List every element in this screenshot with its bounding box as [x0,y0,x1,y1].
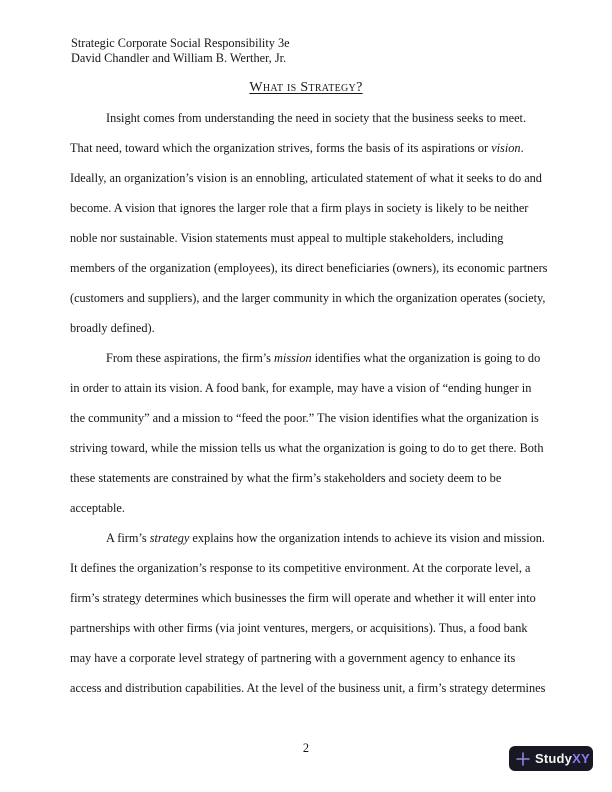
body-line [70,433,575,463]
page-body [70,103,575,703]
body-line [70,673,575,703]
body-line-segment: . [520,141,524,155]
body-line [70,103,575,133]
body-line-italic-segment: mission [274,351,312,365]
body-line-italic-segment: vision [491,141,521,155]
body-line [70,403,575,433]
body-line [70,253,575,283]
body-line-segment: these statements are constrained by what the firm’s stakeholders and society deem to be [70,471,502,485]
body-line-segment: Insight comes from understanding the need in society that the business seeks to meet. [106,111,527,125]
body-line-segment: noble nor sustainable. Vision statements must appeal to multiple stakeholders, including [70,231,504,245]
body-line-italic-segment: strategy [149,531,190,545]
body-line-segment: broadly defined). [70,321,155,335]
body-line-segment: become. A vision that ignores the larger role that a firm plays in society is likely to be neither [70,201,529,215]
body-line [70,493,575,523]
brand-secondary: XY [572,751,590,766]
body-line [70,223,575,253]
body-line-segment: Ideally, an organization’s vision is an ennobling, articulated statement of what it seeks to do and [70,171,542,185]
body-line [70,463,575,493]
page-title [0,80,612,96]
body-line-segment: the community” and a mission to “feed the poor.” The vision identifies what the organization is [70,411,539,425]
body-line [70,613,575,643]
body-line-segment: (customers and suppliers), and the larger community in which the organization operates (society, [70,291,546,305]
header-authors: David Chandler and William B. Werther, Jr. [71,51,287,65]
body-line-segment: From these aspirations, the firm’s [106,351,275,365]
body-line-segment: That need, toward which the organization strives, forms the basis of its aspirations or [70,141,492,155]
page-title-text: What is Strategy? [249,80,363,95]
brand-wordmark [535,752,590,765]
body-line [70,313,575,343]
studyxy-badge [509,746,593,771]
body-line [70,583,575,613]
body-line-segment: access and distribution capabilities. At the level of the business unit, a firm’s strategy determines [70,681,546,695]
body-line-segment: identifies what the organization is going to do [311,351,541,365]
body-line-segment: in order to attain its vision. A food bank, for example, may have a vision of “ending hunger in [70,381,532,395]
body-line [70,523,575,553]
body-line-segment: explains how the organization intends to achieve its vision and mission. [189,531,546,545]
footer-page-number: 2 [302,741,310,755]
body-line-segment: It defines the organization’s response to its competitive environment. At the corporate level, a [70,561,531,575]
body-line-segment: may have a corporate level strategy of partnering with a government agency to enhance its [70,651,516,665]
body-line-segment: A firm’s [106,531,150,545]
body-line [70,343,575,373]
body-line-segment: members of the organization (employees), its direct beneficiaries (owners), its economic partners [70,261,548,275]
page-header [71,36,290,66]
body-line [70,373,575,403]
body-line-segment: firm’s strategy determines which businesses the firm will operate and whether it will enter into [70,591,536,605]
brand-primary: Study [535,751,573,766]
body-line [70,553,575,583]
body-line-segment: striving toward, while the mission tells us what the organization is going to do to get there. Both [70,441,544,455]
body-line [70,643,575,673]
plus-icon [516,752,530,766]
body-line [70,163,575,193]
body-line [70,283,575,313]
body-line-segment: partnerships with other firms (via joint ventures, mergers, or acquisitions). Thus, a food bank [70,621,528,635]
header-book-title: Strategic Corporate Social Responsibility 3e [71,36,290,50]
body-line [70,193,575,223]
body-line-segment: acceptable. [70,501,125,515]
body-line [70,133,575,163]
